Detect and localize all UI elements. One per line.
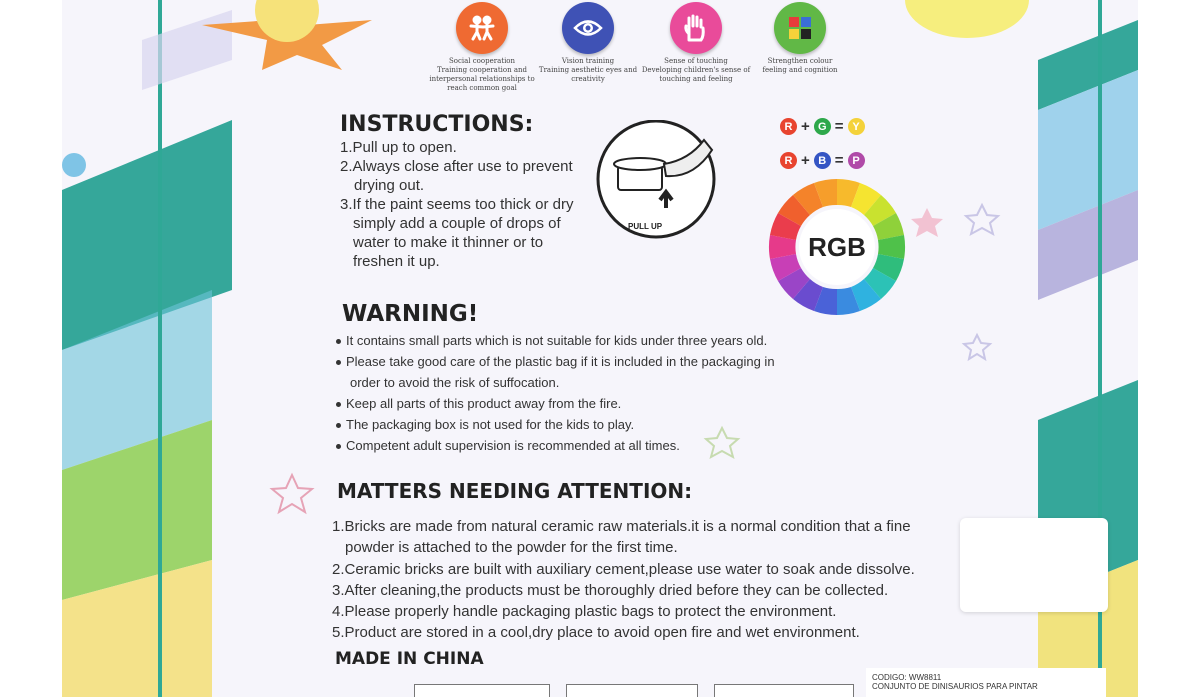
color-squares-icon: [774, 2, 826, 54]
purple-circle: P: [848, 152, 865, 169]
bullet-icon: [336, 360, 341, 365]
instruction-line: 3.If the paint seems too thick or dry: [340, 196, 574, 213]
attention-title: MATTERS NEEDING ATTENTION:: [337, 479, 693, 503]
instruction-line: water to make it thinner or to: [353, 234, 544, 251]
warning-item: It contains small parts which is not suitable for kids under three years old.: [336, 333, 767, 348]
bullet-icon: [336, 444, 341, 449]
instruction-line: drying out.: [354, 177, 425, 194]
warning-item: The packaging box is not used for the kids to play.: [336, 417, 634, 432]
warning-item: Competent adult supervision is recommended at all times.: [336, 438, 680, 453]
product-code: CODIGO: WW8811: [872, 673, 942, 682]
benefit-caption: Social cooperation Training cooperation and interpersonal relationships to reach common goal: [429, 57, 535, 92]
bullet-icon: [336, 339, 341, 344]
plus-sign: +: [801, 118, 810, 135]
pull-up-label: PULL UP: [628, 222, 663, 231]
blank-sticker: [960, 518, 1108, 612]
benefit-caption: Strengthen colour feeling and cognition: [762, 57, 838, 74]
warning-label-box: [714, 684, 854, 697]
eye-icon: [562, 2, 614, 54]
color-mix-equation: [780, 152, 865, 169]
warning-item: order to avoid the risk of suffocation.: [350, 375, 560, 390]
instruction-line: freshen it up.: [353, 253, 440, 270]
warning-title: WARNING!: [342, 301, 479, 327]
warning-item: Keep all parts of this product away from the fire.: [336, 396, 621, 411]
right-background: [1138, 0, 1200, 697]
benefit-caption: Vision training Training aesthetic eyes and creativity: [538, 57, 638, 83]
equals-sign: =: [834, 118, 844, 135]
instruction-line: simply add a couple of drops of: [353, 215, 561, 232]
bullet-icon: [336, 423, 341, 428]
yellow-circle: Y: [848, 118, 865, 135]
rgb-label: RGB: [808, 232, 866, 262]
attention-line: 1.Bricks are made from natural ceramic raw materials.it is a normal condition that a fine: [332, 518, 911, 535]
plus-sign: +: [801, 152, 810, 169]
red-circle: R: [780, 118, 797, 135]
equals-sign: =: [834, 152, 844, 169]
attention-line: 5.Product are stored in a cool,dry place to avoid open fire and wet environment.: [332, 624, 860, 641]
product-description: CONJUNTO DE DINISAURIOS PARA PINTAR: [872, 682, 1038, 691]
people-icon: [456, 2, 508, 54]
instructions-title: INSTRUCTIONS:: [340, 112, 534, 137]
package-back-panel: [62, 0, 1138, 697]
left-background: [0, 0, 62, 697]
instruction-line: 2.Always close after use to prevent: [340, 158, 573, 175]
attention-line: 4.Please properly handle packaging plastic bags to protect the environment.: [332, 603, 837, 620]
warning-item: Please take good care of the plastic bag if it is included in the packaging in: [336, 354, 775, 369]
pull-up-diagram: [594, 120, 720, 240]
color-mix-equation: [780, 118, 865, 135]
benefit-caption: Sense of touching Developing children's sense of touching and feeling: [641, 57, 751, 83]
product-code-sticker: [866, 668, 1106, 697]
bullet-icon: [336, 402, 341, 407]
instruction-line: 1.Pull up to open.: [340, 139, 457, 156]
warning-label-box: [566, 684, 698, 697]
rgb-color-wheel: [768, 178, 906, 316]
made-in-label: MADE IN CHINA: [335, 649, 484, 669]
attention-line: 3.After cleaning,the products must be thoroughly dried before they can be collected.: [332, 582, 889, 599]
hand-icon: [670, 2, 722, 54]
attention-line: powder is attached to the powder for the first time.: [345, 539, 678, 556]
green-circle: G: [814, 118, 831, 135]
warning-label-box: [414, 684, 550, 697]
red-circle: R: [780, 152, 797, 169]
attention-line: 2.Ceramic bricks are built with auxiliary cement,please use water to soak ande dissolve.: [332, 561, 915, 578]
blue-circle: B: [814, 152, 831, 169]
